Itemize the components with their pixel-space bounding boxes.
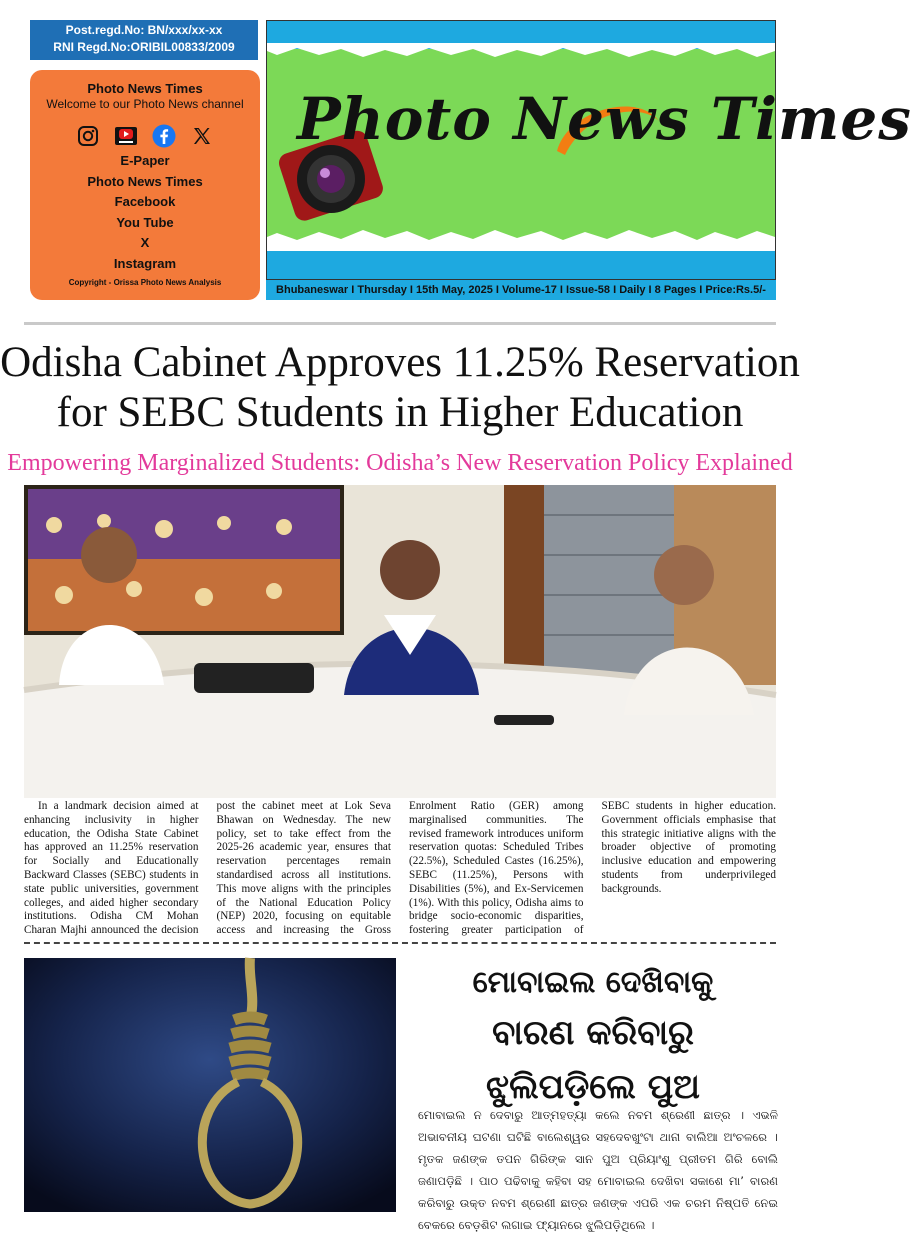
link-x[interactable]: X: [140, 235, 150, 250]
dateline: Bhubaneswar I Thursday I 15th May, 2025 I Volume-17 I Issue-58 I Daily I 8 Pages I Price:Rs.5/-: [266, 280, 776, 300]
lead-headline-line2: for SEBC Students in Higher Education: [56, 389, 744, 436]
social-panel: [30, 70, 260, 300]
noose-image: [24, 958, 396, 1212]
social-links: [30, 151, 260, 274]
masthead-logo: Photo News Times: [297, 85, 912, 153]
second-headline-line2: ବାରଣ କରିବାରୁ: [492, 1013, 694, 1053]
second-headline-line1: ମୋବାଇଲ ଦେଖିବାକୁ: [472, 965, 714, 1000]
instagram-icon[interactable]: [76, 124, 100, 148]
youtube-icon[interactable]: [114, 124, 138, 148]
copyright: Copyright - Orissa Photo News Analysis: [68, 278, 222, 287]
lead-headline: [0, 338, 800, 438]
second-article-body: ମୋବାଇଲ ନ ଦେବାରୁ ଆତ୍ମହତ୍ୟା କଲେ ନବମ ଶ୍ରେଣୀ ଛାତ୍ର । ଏଭଳି ଅଭାବନୀୟ ଘଟଣା ଘଟିଛି ବାଲେଶ୍ୱର ସହଦେବଖୁଂଟା ଥାନା ବାଲିଆ ଅଂଚଳରେ । ମୃତକ ଜଣଙ୍କ ତପନ ଗିରିଙ୍କ ସାନ ପୁଅ ପ୍ରିୟାଂଶୁ ପ୍ରୀତମ ଗିରି ବୋଲି ଜଣାପଡ଼ିଛି । ପାଠ ପଢିବାକୁ କହିବା ସହ ମୋବାଇଲ ଦେଖିବା ସକାଶେ ମା’ ବାରଣ କରିବାରୁ ଉକ୍ତ ନବମ ଶ୍ରେଣୀ ଛାତ୍ର ଜଣଙ୍କ ଏପରି ଏକ ଚରମ ନିଷ୍ପତି ନେଇ ବେକରେ ବେଡ଼ଶିଟ ଲଗାଇ ଫ୍ୟାନରେ ଝୁଲିପଡ଼ିଥିଲେ ।: [418, 1108, 778, 1232]
torn-edge-top: [267, 43, 775, 61]
masthead: [266, 20, 912, 280]
social-panel-title: Photo News Times: [87, 81, 203, 96]
lead-article-body: [24, 800, 776, 938]
rni-registration: RNI Regd.No:ORIBIL00833/2009: [53, 40, 235, 54]
link-instagram[interactable]: Instagram: [113, 255, 177, 271]
postal-registration: Post.regd.No: BN/xxx/xx-xx: [65, 23, 223, 37]
social-panel-welcome: Welcome to our Photo News channel: [46, 97, 244, 111]
masthead-bottom-band: [267, 251, 775, 279]
registration-box: [30, 20, 258, 60]
section-divider: [24, 322, 776, 325]
link-youtube[interactable]: You Tube: [116, 214, 174, 230]
link-photo-news-times[interactable]: Photo News Times: [87, 173, 203, 189]
lead-article-text: In a landmark decision aimed at enhancing inclusivity in higher education, the Odisha State Cabinet has approved an 11.25% reservation for Socially and Educationally Backward Classes (SEBC) students in state public universities, government colleges, and aided higher secondary institutions. Odisha CM Mohan Charan Majhi announced the decision post the cabinet meet at Lok Seva Bhawan on Wednesday. The new policy, set to take effect from the 2025-26 academic year, ensures that reservation percentages remain standardised across all institutions. This move aligns with the principles of the National Education Policy (NEP) 2020, focusing on equitable access and increasing the Gross Enrolment Ratio (GER) among marginalised communities. The revised framework introduces uniform reservation quotas: Scheduled Tribes (22.5%), Scheduled Castes (16.25%), SEBC (11.25%), Persons with Disabilities (5%), and Ex-Servicemen (1%). With this policy, Odisha aims to bridge socio-economic disparities, fostering greater participation of SEBC students in higher education. Government officials emphasise that this strategic initiative aligns with the broader objective of promoting inclusive education and empowering students from underprivileged backgrounds.: [24, 800, 776, 937]
second-headline: [410, 958, 776, 1114]
facebook-icon[interactable]: [152, 124, 176, 148]
link-epaper[interactable]: E-Paper: [120, 153, 170, 168]
dashed-divider: [24, 942, 776, 944]
social-icons: [30, 121, 260, 151]
link-facebook[interactable]: Facebook: [114, 194, 176, 209]
lead-subheadline: Empowering Marginalized Students: Odisha’s New Reservation Policy Explained: [7, 450, 793, 476]
second-headline-line3: ଝୁଲିପଡ଼ିଲେ ପୁଅ: [485, 1067, 700, 1107]
lead-photo: [24, 485, 776, 798]
x-icon[interactable]: [190, 124, 214, 148]
lead-headline-line1: Odisha Cabinet Approves 11.25% Reservation: [0, 339, 800, 386]
